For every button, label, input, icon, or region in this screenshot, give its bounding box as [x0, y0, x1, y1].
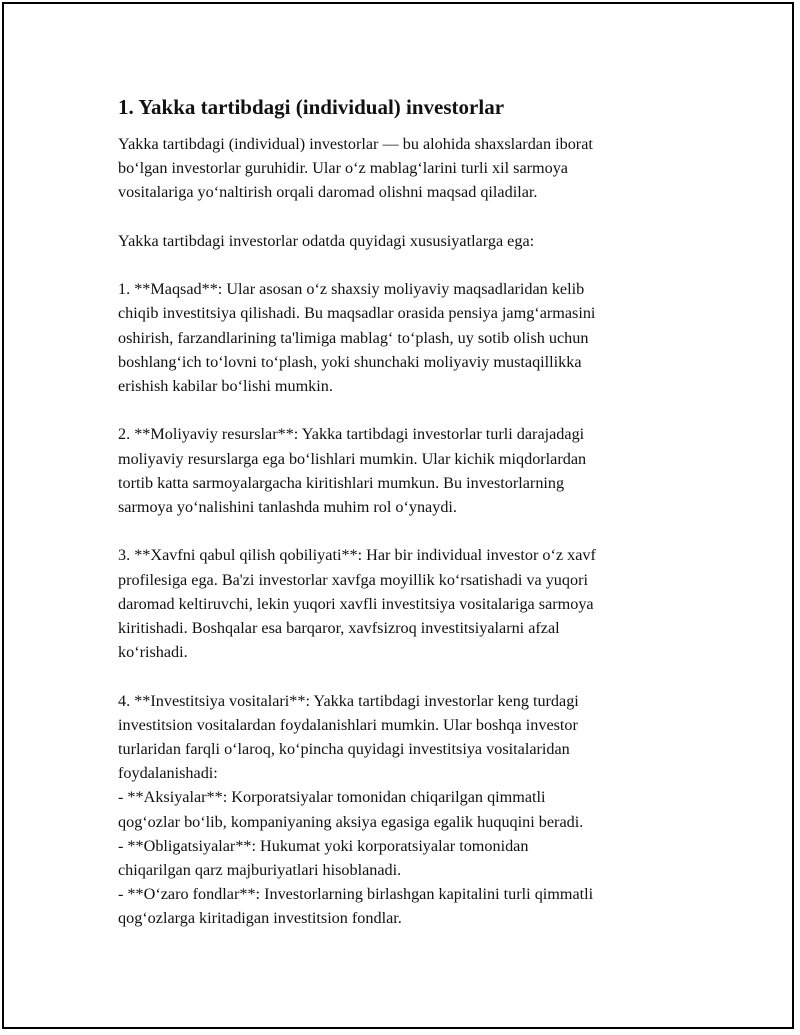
- paragraph-investment-instruments: 4. **Investitsiya vositalari**: Yakka tartibdagi investorlar keng turdagi investitsion vositalardan foydalanishlari mumkin. Ular boshqa investor turlaridan farqli o‘laroq, ko‘pincha quyidagi investitsiya vositalaridan foydalanishadi: - **Aksiyalar**: Korporatsiyalar tomonidan chiqarilgan qimmatli qog‘ozlar bo‘lib, kompaniyaning aksiya egasiga egalik huquqini beradi. - **Obligatsiyalar**: Hukumat yoki korporatsiyalar tomonidan chiqarilgan qarz majburiyatlari hisoblanadi. - **O‘zaro fondlar**: Investorlarning birlashgan kapitalini turli qimmatli qog‘ozlarga kiritadigan investitsion fondlar.: [118, 691, 594, 928]
- document-body: [118, 93, 698, 931]
- paragraph-goal: 1. **Maqsad**: Ular asosan o‘z shaxsiy moliyaviy maqsadlaridan kelib chiqib investitsiya qilishadi. Bu maqsadlar orasida pensiya jamg‘armasini oshirish, farzandlarining ta'limiga mablag‘ to‘plash, uy sotib olish uchun boshlang‘ich to‘lovni to‘plash, yoki shunchaki moliyaviy mustaqillikka erishish kabilar bo‘lishi mumkin.: [118, 280, 596, 395]
- paragraph-financial-resources: 2. **Moliyaviy resurslar**: Yakka tartibdagi investorlar turli darajadagi moliyaviy resurslarga ega bo‘lishlari mumkin. Ular kichik miqdorlardan tortib katta sarmoyalargacha kiritishlari mumkun. Bu investorlarning sarmoya yo‘nalishini tanlashda muhim rol o‘ynaydi.: [118, 425, 587, 516]
- paragraph-features-lead: Yakka tartibdagi investorlar odatda quyidagi xususiyatlarga ega:: [118, 231, 535, 250]
- paragraph-intro: Yakka tartibdagi (individual) investorlar — bu alohida shaxslardan iborat bo‘lgan investorlar guruhidir. Ular o‘z mablag‘larini turli xil sarmoya vositalariga yo‘naltirish orqali daromad olishni maqsad qiladilar.: [118, 135, 593, 202]
- paragraph-risk-tolerance: 3. **Xavfni qabul qilish qobiliyati**: Har bir individual investor o‘z xavf profilesiga ega. Ba'zi investorlar xavfga moyillik ko‘rsatishadi va yuqori daromad keltiruvchi, lekin yuqori xavfli investitsiya vositalariga sarmoya kiritishadi. Boshqalar esa barqaror, xavfsizroq investitsiyalarni afzal ko‘rishadi.: [118, 546, 596, 662]
- section-heading: 1. Yakka tartibdagi (individual) investorlar: [118, 95, 505, 119]
